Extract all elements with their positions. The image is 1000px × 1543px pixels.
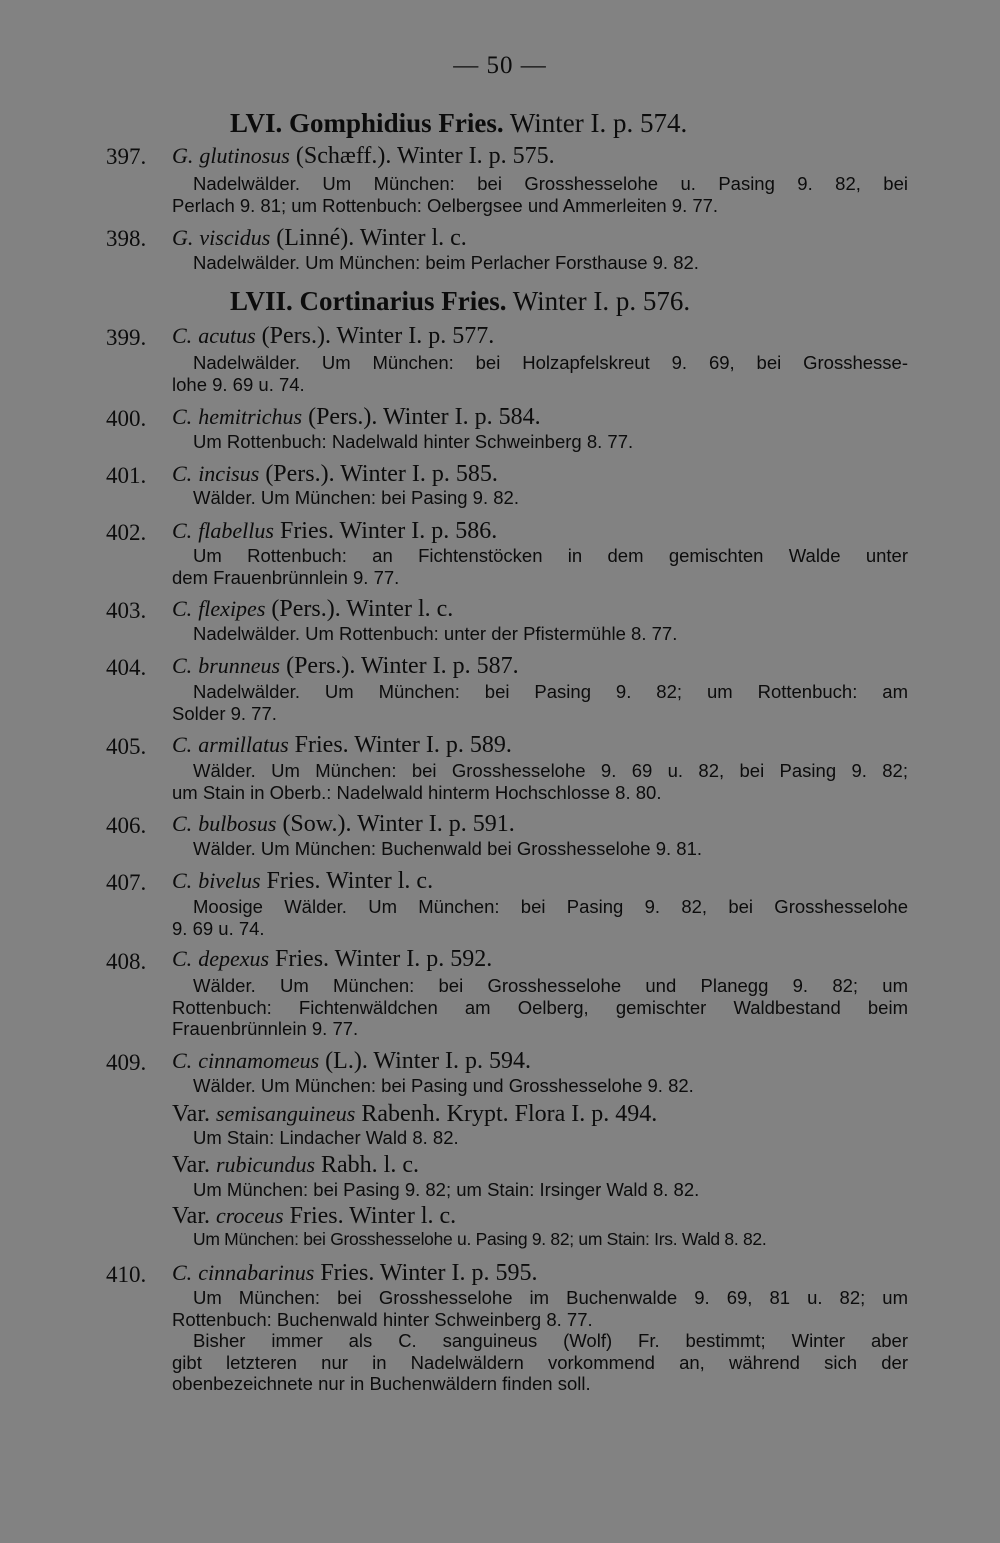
species-name: hemitrichus (198, 404, 303, 429)
entry-head (172, 518, 497, 545)
entry-number: 410. (106, 1262, 147, 1287)
genus: C. (172, 404, 193, 429)
remark-line: gibt letzteren nur in Nadelwäldern vorkommend an, während sich der (172, 1351, 908, 1373)
entry-number: 402. (106, 520, 147, 545)
species-name: flexipes (198, 596, 266, 621)
author-ref: (Pers.). Winter I. p. 584. (308, 404, 541, 430)
entry-number: 404. (106, 655, 147, 680)
genus: G. (172, 143, 194, 168)
author-ref: (L.). Winter I. p. 594. (325, 1048, 532, 1074)
entry-number: 408. (106, 949, 147, 974)
author-ref: Fries. Winter l. c. (289, 1203, 457, 1229)
page-number: — 50 — (453, 52, 547, 79)
entry-number: 407. (106, 870, 147, 895)
entry-locality (172, 487, 908, 509)
variety-prefix: Var. (172, 1101, 210, 1127)
locality-line: Nadelwälder. Um Rottenbuch: unter der Pfistermühle 8. 77. (193, 623, 678, 644)
species-name: incisus (198, 461, 260, 486)
entry-head (172, 143, 555, 170)
section-heading-lvi (230, 108, 687, 139)
locality-line: Um München: bei Pasing 9. 82; um Stain: Irsinger Wald 8. 82. (193, 1179, 700, 1200)
entry-number: 399. (106, 325, 147, 350)
genus: C. (172, 946, 193, 971)
author-ref: (Schæff.). Winter I. p. 575. (295, 143, 555, 169)
locality-line: Um Rottenbuch: Nadelwald hinter Schweinberg 8. 77. (193, 431, 634, 452)
entry-head (172, 225, 467, 252)
author-ref: Fries. Winter I. p. 586. (279, 518, 498, 544)
species-name: cinnabarinus (198, 1260, 315, 1285)
section-ref: Winter I. p. 576. (512, 286, 691, 316)
entry-number: 398. (106, 226, 147, 251)
genus: G. (172, 225, 194, 250)
locality-line: Um Stain: Lindacher Wald 8. 82. (193, 1127, 459, 1148)
author-ref: (Pers.). Winter I. p. 577. (261, 323, 495, 349)
entry-locality (172, 1287, 908, 1395)
locality-line: Nadelwälder. Um München: beim Perlacher Forsthause 9. 82. (193, 252, 699, 273)
species-name: bulbosus (198, 811, 277, 836)
section-ref: Winter I. p. 574. (509, 108, 688, 138)
entry-head (172, 404, 541, 431)
genus: C. (172, 1048, 193, 1073)
species-name: viscidus (199, 225, 271, 250)
entry-head (172, 461, 498, 488)
species-name: brunneus (198, 653, 281, 678)
entry-locality (172, 896, 908, 939)
author-ref: Rabenh. Krypt. Flora I. p. 494. (361, 1101, 658, 1127)
species-name: depexus (198, 946, 270, 971)
variety-head (172, 1101, 657, 1128)
locality-line: Um München: bei Grosshesselohe u. Pasing 9. 82; um Stain: Irs. Wald 8. 82. (193, 1229, 767, 1249)
entry-head (172, 811, 515, 838)
entry-locality (172, 545, 908, 588)
entry-head (172, 868, 433, 895)
species-name: cinnamomeus (198, 1048, 320, 1073)
genus: C. (172, 323, 193, 348)
variety-prefix: Var. (172, 1203, 210, 1229)
entry-head (172, 1260, 538, 1287)
entry-locality (172, 173, 908, 216)
genus: C. (172, 653, 193, 678)
entry-number: 400. (106, 406, 147, 431)
locality-line: Um München: bei Grosshesselohe im Buchenwalde 9. 69, 81 u. 82; um (193, 1287, 908, 1308)
entry-locality (172, 760, 908, 803)
entry-head (172, 1048, 531, 1075)
genus: C. (172, 518, 193, 543)
variety-locality (172, 1127, 908, 1149)
author-ref: Fries. Winter I. p. 595. (320, 1260, 538, 1286)
genus: C. (172, 868, 193, 893)
locality-line: Perlach 9. 81; um Rottenbuch: Oelbergsee und Ammerleiten 9. 77. (172, 194, 719, 216)
locality-line: Nadelwälder. Um München: bei Holzapfelskreut 9. 69, bei Grosshesse- (193, 352, 908, 373)
species-name: flabellus (198, 518, 274, 543)
locality-line: Nadelwälder. Um München: bei Pasing 9. 82; um Rottenbuch: am (193, 681, 908, 702)
entry-locality (172, 975, 908, 1040)
author-ref: Fries. Winter I. p. 592. (275, 946, 493, 972)
entry-locality (172, 681, 908, 724)
species-name: glutinosus (199, 143, 290, 168)
locality-line: Rottenbuch: Fichtenwäldchen am Oelberg, gemischter Waldbestand beim (172, 996, 908, 1018)
variety-head (172, 1203, 456, 1230)
locality-line: Moosige Wälder. Um München: bei Pasing 9. 82, bei Grosshesselohe (193, 896, 908, 917)
entry-locality (172, 252, 908, 274)
species-name: bivelus (198, 868, 261, 893)
section-heading-lvii (230, 286, 690, 317)
locality-line: Wälder. Um München: bei Pasing und Grosshesselohe 9. 82. (193, 1075, 694, 1096)
locality-line: lohe 9. 69 u. 74. (172, 373, 305, 395)
variety-prefix: Var. (172, 1152, 210, 1178)
genus: C. (172, 1260, 193, 1285)
author-ref: Rabh. l. c. (321, 1152, 419, 1178)
author-ref: Fries. Winter l. c. (266, 868, 434, 894)
locality-line: Wälder. Um München: Buchenwald bei Grosshesselohe 9. 81. (193, 838, 703, 859)
locality-line: Um Rottenbuch: an Fichtenstöcken in dem gemischten Walde unter (193, 545, 908, 566)
variety-head (172, 1152, 419, 1179)
section-title: LVI. Gomphidius Fries. (230, 108, 504, 138)
locality-line: Wälder. Um München: bei Pasing 9. 82. (193, 487, 519, 508)
author-ref: (Sow.). Winter I. p. 591. (282, 811, 515, 837)
variety-name: semisanguineus (216, 1101, 356, 1126)
genus: C. (172, 732, 193, 757)
genus: C. (172, 811, 193, 836)
author-ref: (Linné). Winter l. c. (276, 225, 467, 251)
entry-head (172, 596, 453, 623)
entry-head (172, 653, 519, 680)
entry-number: 409. (106, 1050, 147, 1075)
genus: C. (172, 461, 193, 486)
author-ref: Fries. Winter I. p. 589. (294, 732, 512, 758)
locality-line: Nadelwälder. Um München: bei Grosshesselohe u. Pasing 9. 82, bei (193, 173, 908, 194)
locality-line: um Stain in Oberb.: Nadelwald hinterm Hochschlosse 8. 80. (172, 781, 662, 803)
variety-locality (172, 1179, 908, 1201)
entry-number: 403. (106, 598, 147, 623)
variety-name: croceus (216, 1203, 284, 1228)
entry-locality (172, 623, 908, 645)
entry-head (172, 732, 512, 759)
locality-line: dem Frauenbrünnlein 9. 77. (172, 566, 400, 588)
variety-locality (172, 1229, 908, 1251)
entry-locality (172, 1075, 908, 1097)
locality-line: Frauenbrünnlein 9. 77. (172, 1018, 359, 1039)
author-ref: (Pers.). Winter l. c. (271, 596, 454, 622)
variety-name: rubicundus (216, 1152, 315, 1177)
species-name: armillatus (198, 732, 289, 757)
species-name: acutus (198, 323, 256, 348)
locality-line: Wälder. Um München: bei Grosshesselohe 9. 69 u. 82, bei Pasing 9. 82; (193, 760, 908, 781)
entry-number: 401. (106, 463, 147, 488)
author-ref: (Pers.). Winter I. p. 585. (265, 461, 498, 487)
locality-line: Rottenbuch: Buchenwald hinter Schweinberg 8. 77. (172, 1308, 593, 1330)
entry-head (172, 323, 494, 350)
entry-head (172, 946, 492, 973)
entry-number: 405. (106, 734, 147, 759)
entry-locality (172, 431, 908, 453)
entry-number: 406. (106, 813, 147, 838)
remark-line: obenbezeichnete nur in Buchenwäldern finden soll. (172, 1373, 591, 1394)
locality-line: Solder 9. 77. (172, 702, 277, 724)
remark-line: Bisher immer als C. sanguineus (Wolf) Fr. bestimmt; Winter aber (193, 1330, 908, 1351)
author-ref: (Pers.). Winter I. p. 587. (286, 653, 519, 679)
locality-line: Wälder. Um München: bei Grosshesselohe und Planegg 9. 82; um (193, 975, 908, 996)
entry-locality (172, 838, 908, 860)
genus: C. (172, 596, 193, 621)
entry-number: 397. (106, 144, 147, 169)
section-title: LVII. Cortinarius Fries. (230, 286, 507, 316)
locality-line: 9. 69 u. 74. (172, 917, 265, 939)
entry-locality (172, 352, 908, 395)
